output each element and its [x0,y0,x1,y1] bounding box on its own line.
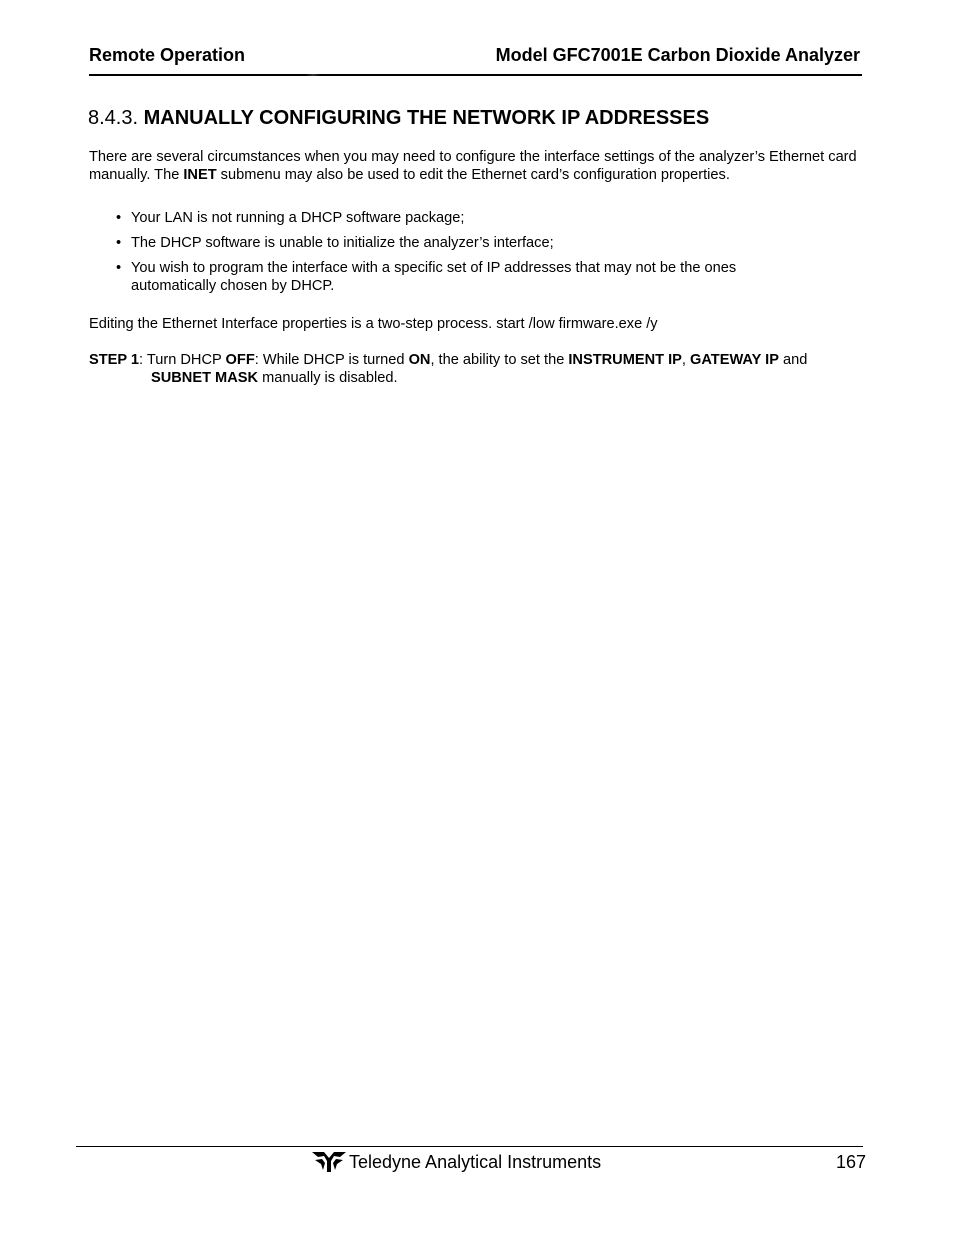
intro-paragraph [89,148,869,184]
intro-text-2: submenu may also be used to edit the Ethernet card’s configuration properties. [216,167,730,183]
list-item: • The DHCP software is unable to initialize the analyzer’s interface; [116,235,554,251]
footer-company-name: Teledyne Analytical Instruments [349,1152,602,1172]
editing-paragraph: Editing the Ethernet Interface properties is a two-step process. start /low firmware.exe /y [89,316,658,332]
list-item: • Your LAN is not running a DHCP software package; [116,210,465,226]
step-1-continuation: SUBNET MASK manually is disabled. [151,370,398,386]
list-item: • You wish to program the interface with a specific set of IP addresses that may not be the ones automatically chosen by DHCP. [116,260,737,294]
footer-rule [76,1146,863,1147]
header-section-name: Remote Operation [89,45,246,65]
bullet-icon: • [116,260,122,276]
bullet-icon: • [116,235,122,251]
page-number: 167 [835,1152,866,1172]
teledyne-logo-icon [312,1150,346,1174]
header-model-title: Model GFC7001E Carbon Dioxide Analyzer [495,45,860,65]
section-title: MANUALLY CONFIGURING THE NETWORK IP ADDRESSES [143,107,710,129]
section-number: 8.4.3. [88,107,139,129]
step-1-paragraph: STEP 1: Turn DHCP OFF: While DHCP is turned ON, the ability to set the INSTRUMENT IP, GATEWAY IP and SUBNET MASK manually is disabled. [89,351,879,387]
intro-text-1: There are several circumstances when you may need to configure the interface settings of the analyzer’s Ethernet card manually. The [89,149,857,183]
section-heading [88,105,709,131]
circumstance-list [113,209,813,302]
header-rule [89,74,862,76]
bullet-icon: • [116,210,122,226]
step-label: STEP 1 [89,352,140,368]
intro-bold-inet: INET [183,167,217,183]
